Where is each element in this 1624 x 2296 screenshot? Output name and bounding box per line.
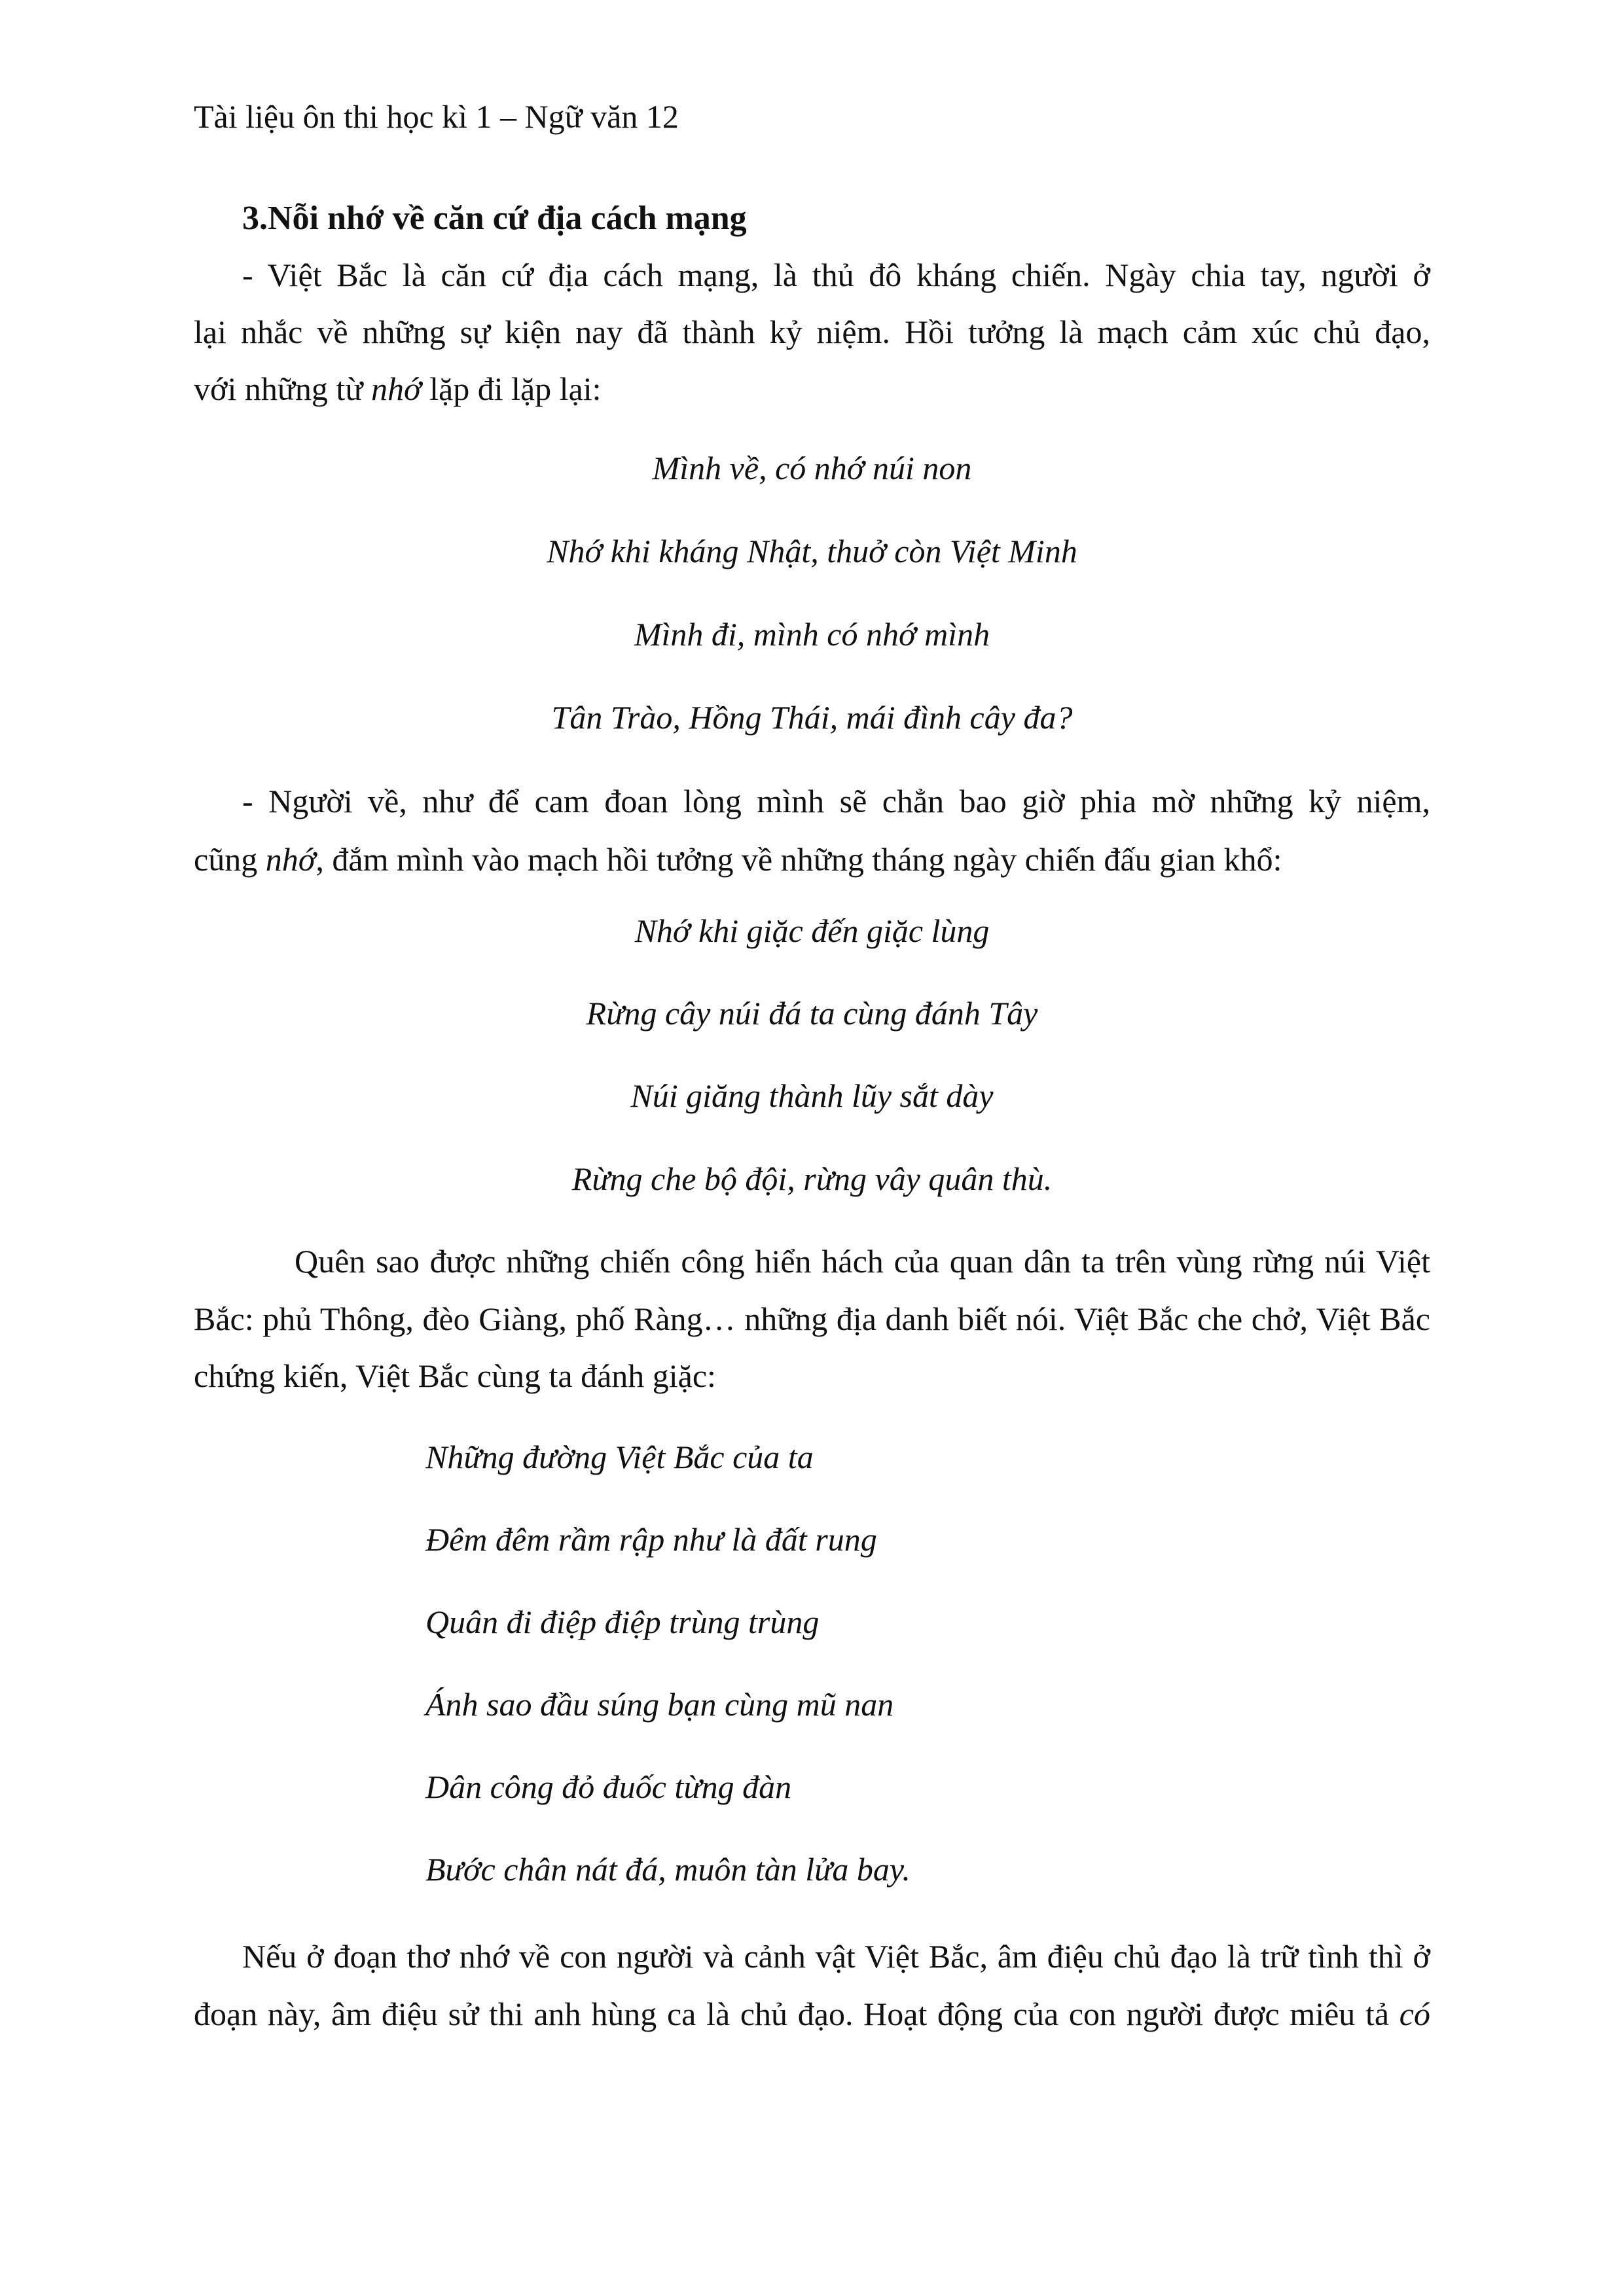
paragraph-2-line-2 — [194, 840, 1430, 879]
verse-2-line-3: Núi giăng thành lũy sắt dày — [630, 1077, 994, 1114]
paragraph-2-line-2-before: cũng — [194, 841, 266, 878]
paragraph-1-line-3-after: lặp đi lặp lại: — [421, 370, 602, 407]
verse-2-line-4: Rừng che bộ đội, rừng vây quân thù. — [571, 1160, 1053, 1197]
verse-1-line-1: Mình về, có nhớ núi non — [652, 450, 972, 486]
verse-1-line-4: Tân Trào, Hồng Thái, mái đình cây đa? — [551, 699, 1073, 736]
verse-3-line-3: Quân đi điệp điệp trùng trùng — [425, 1604, 820, 1640]
paragraph-3-line-2: Bắc: phủ Thông, đèo Giàng, phố Ràng… những địa danh biết nói. Việt Bắc che chở, Việt Bắc — [194, 1300, 1430, 1337]
paragraph-4-line-2-before: đoạn này, âm điệu sử thi anh hùng ca là chủ đạo. Hoạt động của con người được miêu tả — [194, 1996, 1399, 2032]
paragraph-1-line-1: - Việt Bắc là căn cứ địa cách mạng, là thủ đô kháng chiến. Ngày chia tay, người ở — [242, 257, 1430, 293]
verse-2-line-2: Rừng cây núi đá ta cùng đánh Tây — [586, 995, 1038, 1031]
paragraph-2-emphasis: nhớ — [265, 841, 316, 878]
paragraph-4-line-1: Nếu ở đoạn thơ nhớ về con người và cảnh vật Việt Bắc, âm điệu chủ đạo là trữ tình thì ở — [242, 1938, 1430, 1975]
paragraph-3-line-3: chứng kiến, Việt Bắc cùng ta đánh giặc: — [194, 1357, 716, 1394]
paragraph-1-line-2: lại nhắc về những sự kiện nay đã thành kỷ niệm. Hồi tưởng là mạch cảm xúc chủ đạo, — [194, 314, 1430, 350]
verse-3-line-5: Dân công đỏ đuốc từng đàn — [425, 1768, 792, 1805]
section-heading: 3.Nỗi nhớ về căn cứ địa cách mạng — [242, 200, 747, 237]
verse-3-line-1: Những đường Việt Bắc của ta — [425, 1439, 814, 1475]
paragraph-1-line-3 — [194, 369, 1430, 408]
paragraph-1-emphasis: nhớ — [370, 370, 422, 407]
paragraph-3-line-1: Quên sao được những chiến công hiển hách của quan dân ta trên vùng rừng núi Việt — [295, 1243, 1430, 1280]
page-header: Tài liệu ôn thi học kì 1 – Ngữ văn 12 — [194, 98, 679, 135]
paragraph-4-emphasis: có — [1399, 1996, 1430, 2032]
verse-3-line-2: Đêm đêm rầm rập như là đất rung — [425, 1521, 877, 1558]
paragraph-4-line-2 — [194, 1994, 1430, 2034]
paragraph-1-line-3-before: với những từ — [194, 370, 371, 407]
verse-3-line-6: Bước chân nát đá, muôn tàn lửa bay. — [425, 1851, 911, 1888]
verse-1-line-2: Nhớ khi kháng Nhật, thuở còn Việt Minh — [547, 533, 1077, 569]
verse-3-line-4: Ánh sao đầu súng bạn cùng mũ nan — [425, 1686, 894, 1723]
paragraph-2-line-1: - Người về, như để cam đoan lòng mình sẽ chẳn bao giờ phia mờ những kỷ niệm, — [242, 783, 1430, 819]
paragraph-2-line-2-after: , đắm mình vào mạch hồi tưởng về những tháng ngày chiến đấu gian khổ: — [316, 841, 1282, 878]
verse-2-line-1: Nhớ khi giặc đến giặc lùng — [634, 912, 990, 949]
verse-1-line-3: Mình đi, mình có nhớ mình — [634, 616, 990, 653]
